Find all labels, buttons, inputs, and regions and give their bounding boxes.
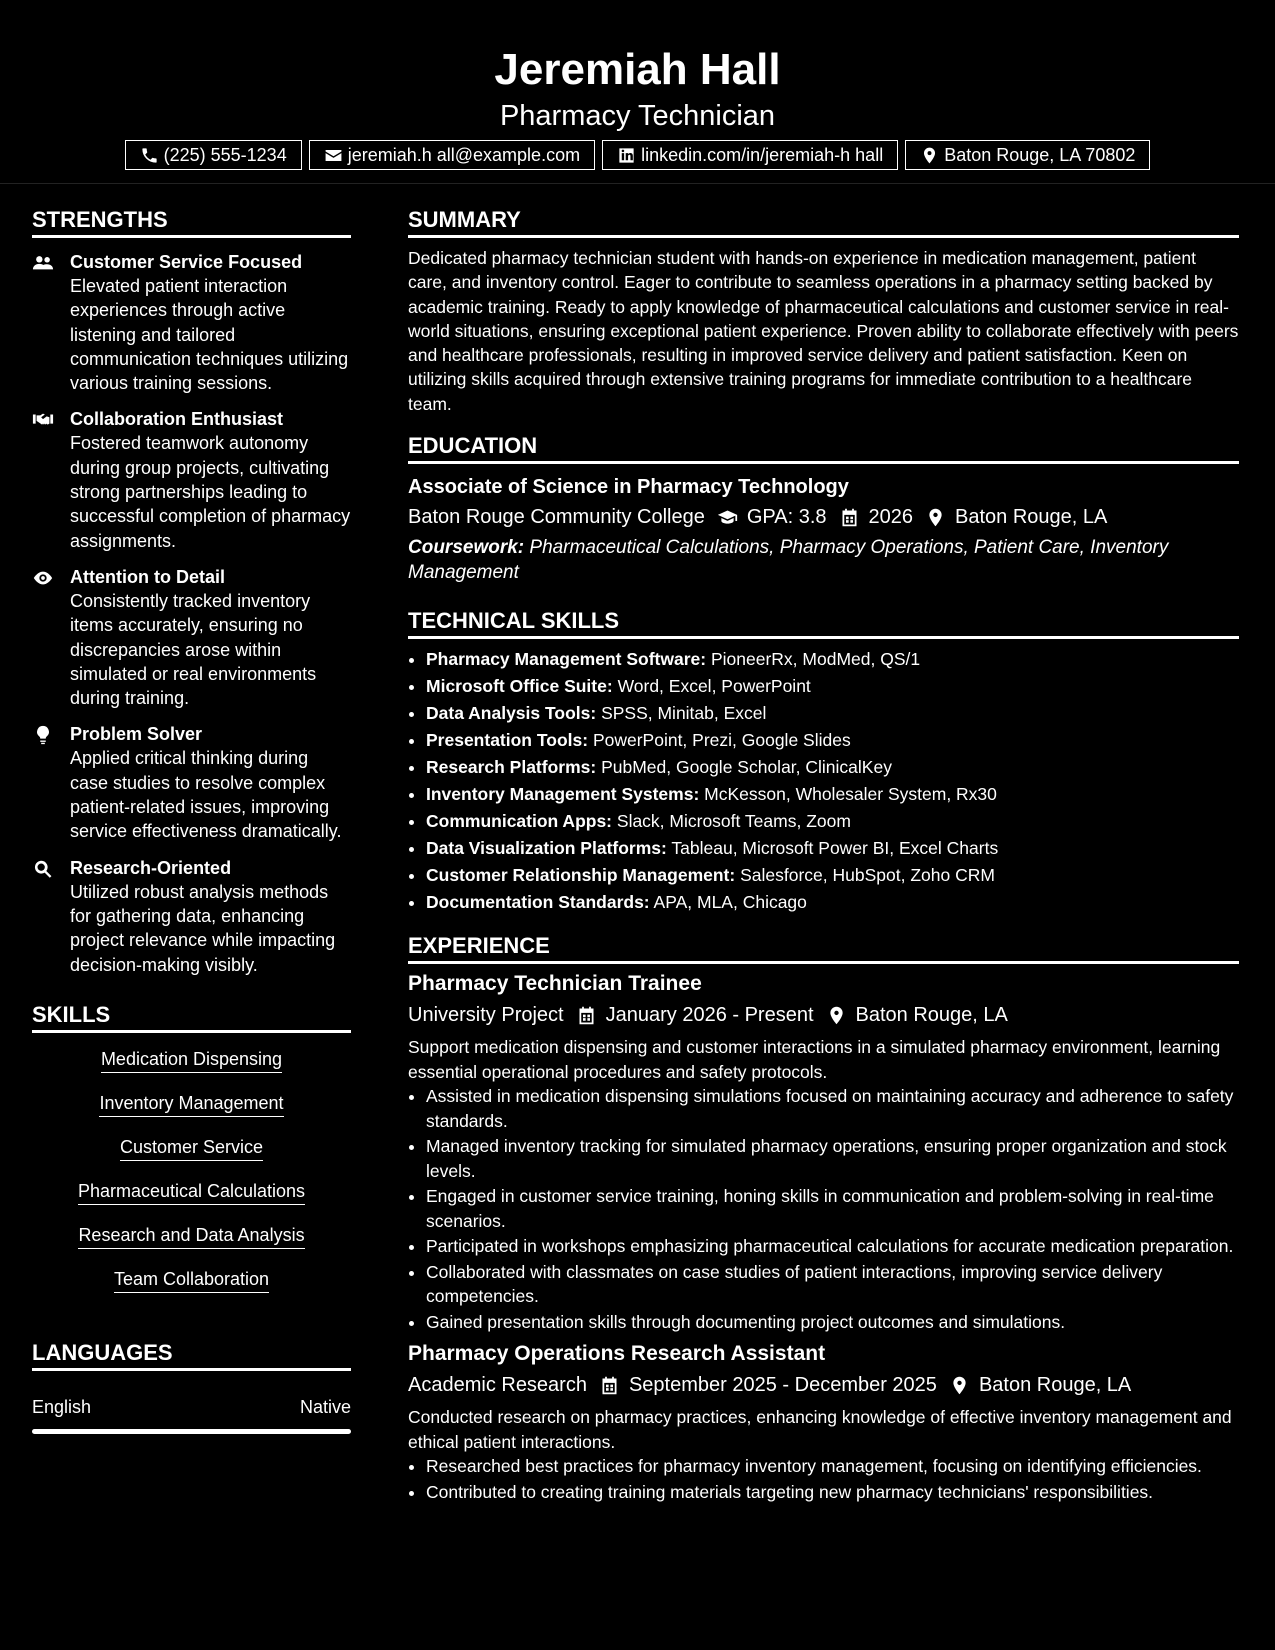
calendar-icon xyxy=(576,1005,597,1026)
map-pin-icon xyxy=(949,1375,970,1396)
list-item xyxy=(426,646,1239,673)
coursework-label: Coursework: xyxy=(408,537,525,559)
education-meta xyxy=(408,503,1239,531)
job-bullets xyxy=(408,1454,1239,1504)
contact-linkedin[interactable] xyxy=(602,140,898,170)
contact-email[interactable] xyxy=(309,140,595,170)
skill-tag: Customer Service xyxy=(120,1135,263,1161)
linkedin-icon xyxy=(617,146,636,165)
list-item: • Assisted in medication dispensing simulations focused on maintaining accuracy and adherence to safety standards. xyxy=(426,1084,1239,1133)
skill-label: Data Analysis Tools: xyxy=(426,703,597,724)
contact-phone-text: (225) 555-1234 xyxy=(163,144,287,165)
list-item: • Collaborated with classmates on case studies of patient interactions, improving service delivery competencies. xyxy=(426,1260,1239,1309)
resume-header xyxy=(0,0,1275,184)
contact-location xyxy=(905,140,1150,170)
skill-tag: Inventory Management xyxy=(99,1091,283,1117)
skill-value: Salesforce, HubSpot, Zoho CRM xyxy=(740,865,995,886)
skill-value: APA, MLA, Chicago xyxy=(653,892,807,913)
languages-heading: LANGUAGES xyxy=(32,1339,351,1371)
strength-desc: Applied critical thinking during case studies to resolve complex patient-related issues, improving service effectiveness dramatically. xyxy=(70,748,342,842)
skills-list xyxy=(32,1047,351,1311)
candidate-title: Pharmacy Technician xyxy=(499,100,776,132)
phone-icon xyxy=(140,146,159,165)
strength-item xyxy=(32,407,351,552)
list-item: • Participated in workshops emphasizing pharmaceutical calculations for accurate medication preparation. xyxy=(426,1234,1239,1259)
list-item: • Researched best practices for pharmacy inventory management, focusing on identifying efficiencies. xyxy=(426,1454,1239,1479)
strength-item xyxy=(32,250,351,395)
calendar-icon xyxy=(599,1375,620,1396)
job-meta xyxy=(408,1001,1239,1029)
skill-value: PioneerRx, ModMed, QS/1 xyxy=(710,649,921,670)
coursework xyxy=(408,536,1239,585)
contact-phone[interactable] xyxy=(125,140,302,170)
school-location: Baton Rouge, LA xyxy=(955,506,1108,529)
job-dates: September 2025 - December 2025 xyxy=(628,1374,937,1397)
handshake-icon xyxy=(32,409,54,431)
strength-title: Attention to Detail xyxy=(70,566,225,587)
skill-label: Inventory Management Systems: xyxy=(426,784,700,805)
skill-tag: Research and Data Analysis xyxy=(78,1223,304,1249)
strength-item xyxy=(32,722,351,843)
candidate-name: Jeremiah Hall xyxy=(494,45,781,94)
list-item xyxy=(426,889,1239,916)
list-item: • Contributed to creating training materials targeting new pharmacy technicians' responsibilities. xyxy=(426,1480,1239,1505)
strength-title: Customer Service Focused xyxy=(70,252,303,272)
strength-item xyxy=(32,856,351,977)
contact-linkedin-text: linkedin.com/in/jeremiah-h hall xyxy=(641,144,884,165)
skill-tag: Pharmaceutical Calculations xyxy=(78,1179,305,1205)
skill-tag: Team Collaboration xyxy=(114,1267,269,1293)
contact-email-text: jeremiah.h all@example.com xyxy=(347,144,581,165)
education-heading: EDUCATION xyxy=(408,432,1239,464)
strength-desc: Fostered teamwork autonomy during group projects, cultivating strong partnerships leading to successful completion of pharmacy assignments. xyxy=(70,433,351,551)
search-icon xyxy=(32,858,54,880)
school-name: Baton Rouge Community College xyxy=(408,506,705,529)
strength-desc: Utilized robust analysis methods for gathering data, enhancing project relevance while impacting decision-making visibly. xyxy=(70,881,336,975)
skill-label: Data Visualization Platforms: xyxy=(426,838,667,859)
map-pin-icon xyxy=(826,1005,847,1026)
strength-title: Research-Oriented xyxy=(70,857,232,878)
skill-label: Pharmacy Management Software: xyxy=(426,649,707,670)
strength-desc: Consistently tracked inventory items accurately, ensuring no discrepancies arose within simulated or real environments during training. xyxy=(70,590,317,709)
skill-label: Documentation Standards: xyxy=(426,892,650,913)
skill-value: Tableau, Microsoft Power BI, Excel Charts xyxy=(671,838,999,859)
skill-label: Customer Relationship Management: xyxy=(426,865,736,886)
job-entry xyxy=(408,1340,1239,1504)
summary-text: Dedicated pharmacy technician student with hands-on experience in medication management, patient care, and inventory control. Eager to contribute to seamless operations in a pharmacy setting backed by academic training. Ready to apply knowledge of pharmaceutical calculations and customer service in real-world situations, ensuring exceptional patient experience. Proven ability to collaborate effectively with peers and healthcare professionals, resulting in improved service delivery and patient satisfaction. Keen on utilizing skills acquired through extensive training programs for immediate contribution to a healthcare team. xyxy=(408,248,1239,414)
left-column xyxy=(32,206,351,1434)
list-item xyxy=(426,862,1239,889)
right-column xyxy=(408,206,1239,1505)
job-summary: Support medication dispensing and customer interactions in a simulated pharmacy environment, learning essential operational procedures and safety protocols. xyxy=(408,1037,1221,1082)
skill-value: PowerPoint, Prezi, Google Slides xyxy=(592,730,851,751)
job-entry xyxy=(408,970,1239,1334)
job-location: Baton Rouge, LA xyxy=(855,1004,1008,1027)
job-org: University Project xyxy=(408,1004,564,1027)
skill-label: Microsoft Office Suite: xyxy=(426,676,613,697)
contact-bar xyxy=(0,140,1275,170)
strength-desc: Elevated patient interaction experiences through active listening and tailored communication techniques utilizing various training sessions. xyxy=(70,276,349,394)
language-name: English xyxy=(32,1396,92,1417)
technical-skills-list xyxy=(408,646,1239,916)
list-item: • Engaged in customer service training, honing skills in communication and problem-solving in real-time scenarios. xyxy=(426,1184,1239,1233)
list-item xyxy=(426,673,1239,700)
language-level: Native xyxy=(299,1396,351,1417)
eye-icon xyxy=(32,567,54,589)
skill-label: Communication Apps: xyxy=(426,811,613,832)
list-item xyxy=(426,727,1239,754)
technical-skills-heading: TECHNICAL SKILLS xyxy=(408,607,1239,639)
job-dates: January 2026 - Present xyxy=(605,1004,814,1027)
degree-title: Associate of Science in Pharmacy Technology xyxy=(408,476,849,499)
strengths-heading: STRENGTHS xyxy=(32,206,351,238)
experience-heading: EXPERIENCE xyxy=(408,932,1239,964)
job-location: Baton Rouge, LA xyxy=(978,1374,1132,1397)
envelope-icon xyxy=(324,146,343,165)
skill-label: Presentation Tools: xyxy=(426,730,589,751)
list-item: • Managed inventory tracking for simulated pharmacy operations, ensuring proper organization and stock levels. xyxy=(426,1134,1239,1183)
job-bullets xyxy=(408,1084,1239,1334)
strength-item xyxy=(32,565,351,710)
graduation-cap-icon xyxy=(717,507,738,528)
list-item xyxy=(426,835,1239,862)
skill-tag: Medication Dispensing xyxy=(101,1047,282,1073)
skill-value: McKesson, Wholesaler System, Rx30 xyxy=(704,784,997,805)
job-org: Academic Research xyxy=(408,1374,587,1397)
skills-heading: SKILLS xyxy=(32,1001,351,1033)
language-row xyxy=(32,1395,351,1419)
job-title: Pharmacy Operations Research Assistant xyxy=(408,1342,826,1366)
skill-label: Research Platforms: xyxy=(426,757,597,778)
skill-value: Word, Excel, PowerPoint xyxy=(617,676,811,697)
users-icon xyxy=(32,252,54,274)
map-pin-icon xyxy=(925,507,946,528)
language-proficiency-bar xyxy=(32,1429,351,1434)
skill-value: Slack, Microsoft Teams, Zoom xyxy=(616,811,851,832)
job-summary: Conducted research on pharmacy practices, enhancing knowledge of effective inventory management and ethical patient interactions. xyxy=(408,1407,1232,1452)
job-meta xyxy=(408,1371,1239,1399)
lightbulb-icon xyxy=(32,724,54,746)
skill-value: SPSS, Minitab, Excel xyxy=(601,703,767,724)
map-pin-icon xyxy=(920,146,939,165)
list-item xyxy=(426,700,1239,727)
header-divider xyxy=(0,183,1275,184)
coursework-text: Pharmaceutical Calculations, Pharmacy Operations, Patient Care, Inventory Management xyxy=(408,537,1169,583)
calendar-icon xyxy=(839,507,860,528)
gpa: GPA: 3.8 xyxy=(746,506,827,529)
list-item: • Gained presentation skills through documenting project outcomes and simulations. xyxy=(426,1310,1239,1335)
contact-location-text: Baton Rouge, LA 70802 xyxy=(944,144,1136,165)
strength-title: Problem Solver xyxy=(70,724,203,745)
job-title: Pharmacy Technician Trainee xyxy=(408,972,702,996)
summary-heading: SUMMARY xyxy=(408,206,1239,238)
list-item xyxy=(426,754,1239,781)
list-item xyxy=(426,781,1239,808)
strength-title: Collaboration Enthusiast xyxy=(70,409,284,430)
skill-value: PubMed, Google Scholar, ClinicalKey xyxy=(601,757,892,778)
list-item xyxy=(426,808,1239,835)
graduation-year: 2026 xyxy=(868,506,913,529)
